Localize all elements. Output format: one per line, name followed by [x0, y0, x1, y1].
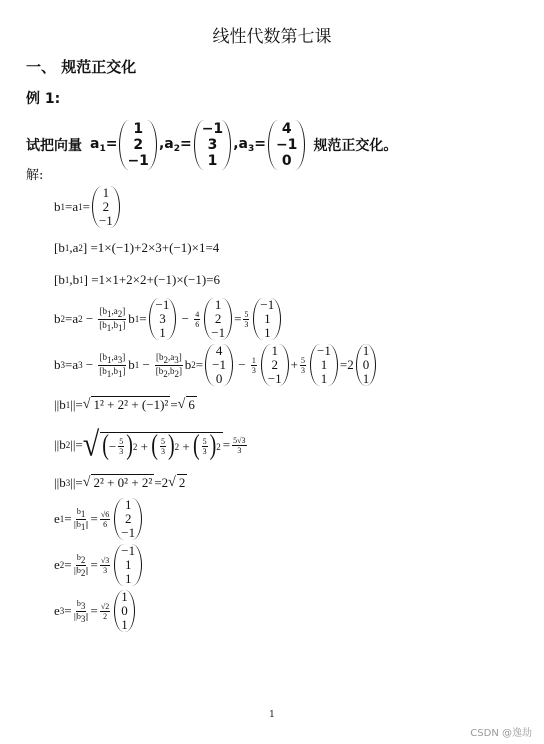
vector-b1-value-2: 1 2 −1 [261, 344, 289, 386]
step-inner-product-b1-a2: [b 1 ,a 2 ] =1×(−1)+2×3+(−1)×1=4 [54, 240, 220, 255]
question-line: 试把向量 $a_1=$ 1 2 −1 $,a_2=$ −1 3 1 $,a_3=$ 4 −1 0 规范正交化。 [26, 121, 398, 169]
vector-b1: 1 2 −1 [92, 186, 120, 228]
step-e3: e 3 = $\frac{b3}{||b3||}$ = $\frac{√2}{2}$ 1 0 1 [54, 590, 137, 632]
watermark: CSDN @逸劫 [470, 728, 532, 739]
vector-e2: −1 1 1 [114, 544, 142, 586]
solution-label: 解: [26, 168, 44, 183]
vector-a3-value: 4 −1 0 [205, 344, 233, 386]
step-norm-b1: ||b 1 ||= √ 1² + 2² + (−1)² = √ 6 [54, 396, 195, 412]
example-label: 例 1: [26, 91, 61, 107]
vector-b1-value: 1 2 −1 [204, 298, 232, 340]
vector-b2-value: −1 1 1 [310, 344, 338, 386]
step-b1: b 1 =a 1 = 1 2 −1 [54, 186, 122, 228]
vector-e3: 1 0 1 [114, 590, 135, 632]
step-e1: e 1 = $\frac{b1}{||b1||}$ = $\frac{√6}{6}$ 1 2 −1 [54, 498, 144, 540]
vector-a2: −1 3 1 [194, 120, 231, 170]
document-title: 线性代数第七课 [212, 27, 332, 47]
vector-a1: 1 2 −1 [119, 120, 156, 170]
vector-b2-result: −1 1 1 [253, 298, 281, 340]
step-b3: b 3 =a 3 − $\frac{[b1,a3]}{[b1,b1]}$ b 1 − $\frac{[b2,a3]}{[b2,b2]}$ b 2 = 4 −1 0 − $\frac{1}{3}$ 1 2 −1 + $\frac{5}{3}$ −1 1 1 =2 1 0 1 [54, 344, 378, 386]
vector-a3: 4 −1 0 [268, 120, 305, 170]
vector-e1: 1 2 −1 [114, 498, 142, 540]
question-suffix: 规范正交化。 [313, 138, 398, 154]
vector-b3-result: 1 0 1 [356, 344, 377, 386]
question-prefix: 试把向量 [26, 138, 82, 154]
step-b2: b 2 =a 2 − $\frac{[b1,a2]}{[b1,b1]}$ b 1 = −1 3 1 − $\frac{4}{6}$ 1 2 −1 = $\frac{5}{3}$ −1 1 1 [54, 298, 283, 340]
vector-a2-value: −1 3 1 [149, 298, 177, 340]
step-inner-product-b1-b1: [b 1 ,b 1 ] =1×1+2×2+(−1)×(−1)=6 [54, 272, 220, 287]
step-e2: e 2 = $\frac{b2}{||b2||}$ = $\frac{√3}{3}$ −1 1 1 [54, 544, 144, 586]
page-number: 1 [269, 710, 275, 720]
step-norm-b2: ||b 2 ||= √ ( − $\frac{5}{3}$ ) 2 + ( $\frac{5}{3}$ ) 2 + ( $\frac{5}{3}$ ) 2 = $\frac{5√3}{3}$ [54, 425, 246, 464]
section-heading: 一、 规范正交化 [26, 58, 137, 76]
step-norm-b3: ||b 3 ||= √ 2² + 0² + 2² =2 √ 2 [54, 474, 186, 490]
